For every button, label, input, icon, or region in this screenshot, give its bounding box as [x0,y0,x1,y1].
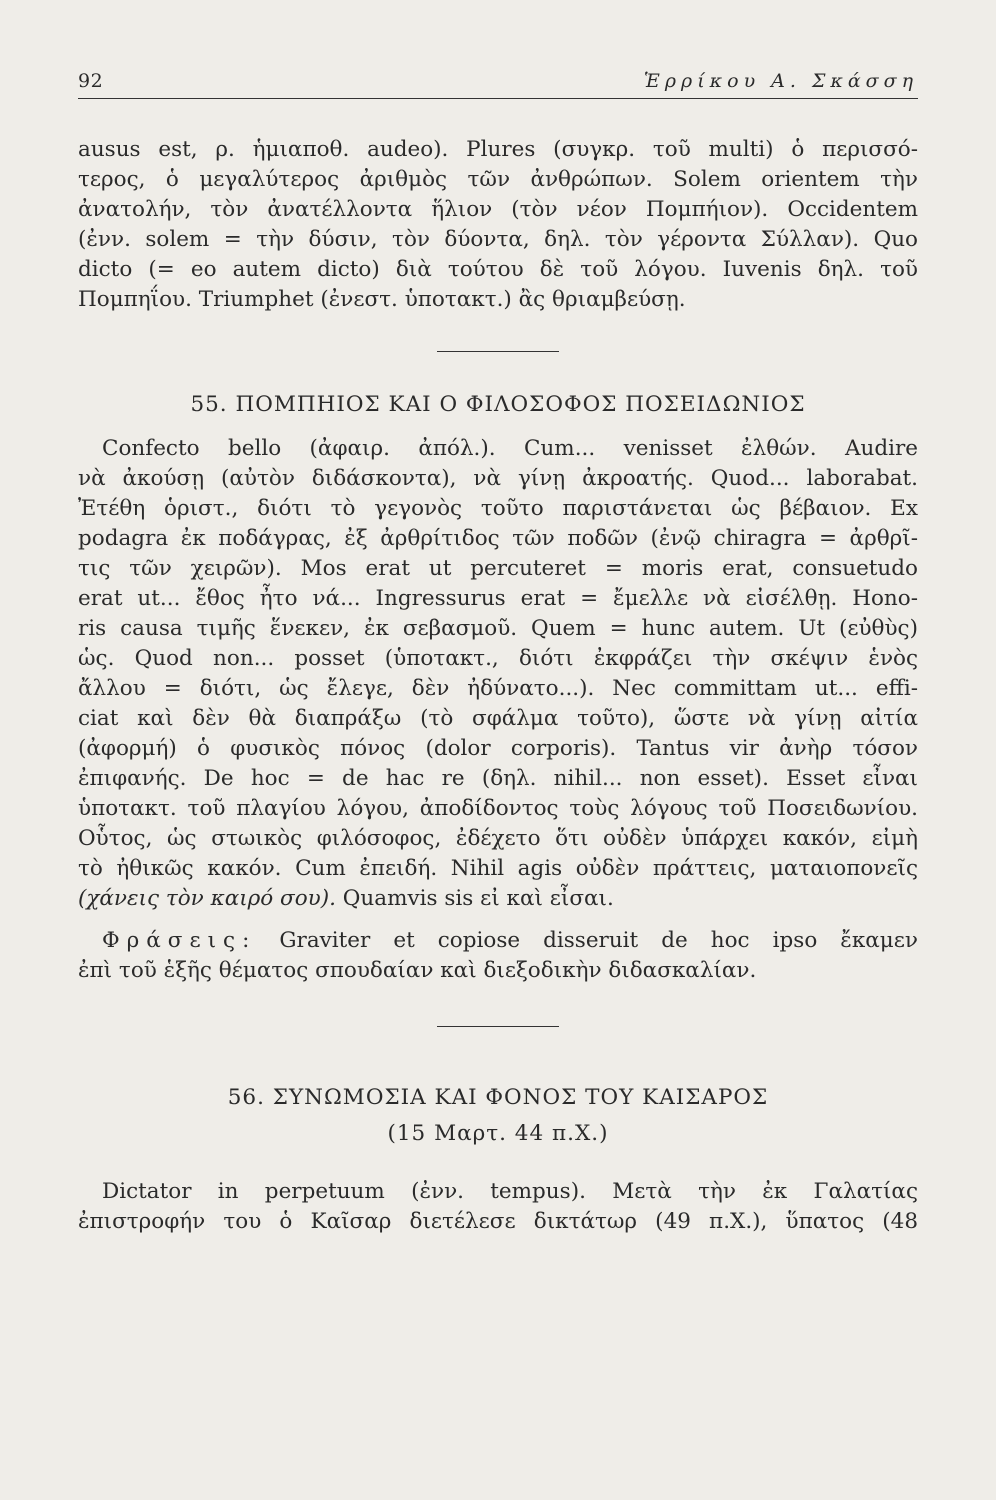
phrases-label: Φράσεις: [102,928,257,953]
section-55-title: 55. ΠΟΜΠΗΙΟΣ ΚΑΙ Ο ΦΙΛΟΣΟΦΟΣ ΠΟΣΕΙΔΩΝΙΟΣ [190,392,806,417]
text-line: Confecto bello (ἀφαιρ. ἀπόλ.). Cum... venisset ἐλθών. Audire [102,436,918,461]
intro-paragraph [78,135,918,315]
text-line: Οὗτος, ὡς στωικὸς φιλόσοφος, ἐδέχετο ὅτι οὐδὲν ὑπάρχει κακόν, εἰμὴ [78,826,918,851]
text-line [78,926,918,956]
text-line: (ἀφορμή) ὁ φυσικὸς πόνος (dolor corporis). Tantus vir ἀνὴρ τόσον [78,736,918,761]
text-line: τις τῶν χειρῶν). Mos erat ut percuteret = moris erat, consuetudo [78,556,918,581]
text-line: Ἐτέθη ὁριστ., διότι τὸ γεγονὸς τοῦτο παριστάνεται ὡς βέβαιον. Ex [78,496,918,521]
section-divider [437,351,559,352]
text-line: ἐπιφανής. De hoc = de hac re (δηλ. nihil... non esset). Esset εἶναι [78,766,918,791]
page [78,70,918,1237]
running-head-author: Ἑρρίκου Α. Σκάσση [643,70,918,92]
italic-gloss: (χάνεις τὸν καιρό σου). [78,886,336,911]
running-head [78,70,918,99]
section-56-title: 56. ΣΥΝΩΜΟΣΙΑ ΚΑΙ ΦΟΝΟΣ ΤΟΥ ΚΑΙΣΑΡΟΣ [227,1085,769,1110]
text-line: ἐπὶ τοῦ ἑξῆς θέματος σπουδαίαν καὶ διεξοδικὴν διδασκαλίαν. [78,958,757,983]
text-line: ris causa τιμῆς ἕνεκεν, ἐκ σεβασμοῦ. Quem = hunc autem. Ut (εὐθὺς) [78,616,918,641]
text-line [78,884,918,914]
text-line: ὑποτακτ. τοῦ πλαγίου λόγου, ἀποδίδοντος τοὺς λόγους τοῦ Ποσειδωνίου. [78,796,918,821]
text-line: νὰ ἀκούσῃ (αὐτὸν διδάσκοντα), νὰ γίνῃ ἀκροατής. Quod... laborabat. [78,466,918,491]
text-line: ἄλλου = διότι, ὡς ἔλεγε, δὲν ἠδύνατο...). Nec committam ut... effi- [78,676,918,701]
text-fragment: Graviter et copiose disseruit de hoc ipso ἔκαμεν [279,928,918,953]
text-line: τερος, ὁ μεγαλύτερος ἀριθμὸς τῶν ἀνθρώπων. Solem orientem τὴν [78,167,918,192]
text-line: ὡς. Quod non... posset (ὑποτακτ., διότι ἐκφράζει τὴν σκέψιν ἑνὸς [78,646,918,671]
text-line: Πομπηΐου. Triumphet (ἐνεστ. ὑποτακτ.) ἂς θριαμβεύσῃ. [78,287,686,312]
text-line: ausus est, ρ. ἡμιαποθ. audeo). Plures (συγκρ. τοῦ multi) ὁ περισσό- [78,137,918,162]
section-56-paragraph [78,1177,918,1237]
text-line: dicto (= eo autem dicto) διὰ τούτου δὲ τοῦ λόγου. Iuvenis δηλ. τοῦ [78,257,918,282]
text-line: podagra ἐκ ποδάγρας, ἐξ ἀρθρίτιδος τῶν ποδῶν (ἐνῷ chiragra = ἀρθρῖ- [78,526,918,551]
text-line: ἀνατολήν, τὸν ἀνατέλλοντα ἥλιον (τὸν νέον Πομπήιον). Occidentem [78,197,918,222]
section-55-paragraph [78,434,918,914]
text-line: erat ut... ἔθος ἦτο νά... Ingressurus erat = ἔμελλε νὰ εἰσέλθῃ. Hono- [78,586,918,611]
text-line: ciat καὶ δὲν θὰ διαπράξω (τὸ σφάλμα τοῦτο), ὥστε νὰ γίνῃ αἰτία [78,706,918,731]
section-divider [437,1026,559,1027]
text-line: (ἐνν. solem = τὴν δύσιν, τὸν δύοντα, δηλ. τὸν γέροντα Σύλλαν). Quo [78,227,918,252]
text-line: Dictator in perpetuum (ἐνν. tempus). Μετὰ τὴν ἐκ Γαλατίας [102,1179,918,1204]
text-line: ἐπιστροφήν του ὁ Καῖσαρ διετέλεσε δικτάτωρ (49 π.Χ.), ὕπατος (48 [78,1209,918,1234]
page-number: 92 [78,70,104,92]
text-fragment: Quamvis sis εἰ καὶ εἶσαι. [335,886,614,911]
phrases-paragraph [78,926,918,986]
section-56-date: (15 Μαρτ. 44 π.Χ.) [387,1121,609,1146]
text-line: τὸ ἠθικῶς κακόν. Cum ἐπειδή. Nihil agis οὐδὲν πράττεις, ματαιοπονεῖς [78,856,918,881]
